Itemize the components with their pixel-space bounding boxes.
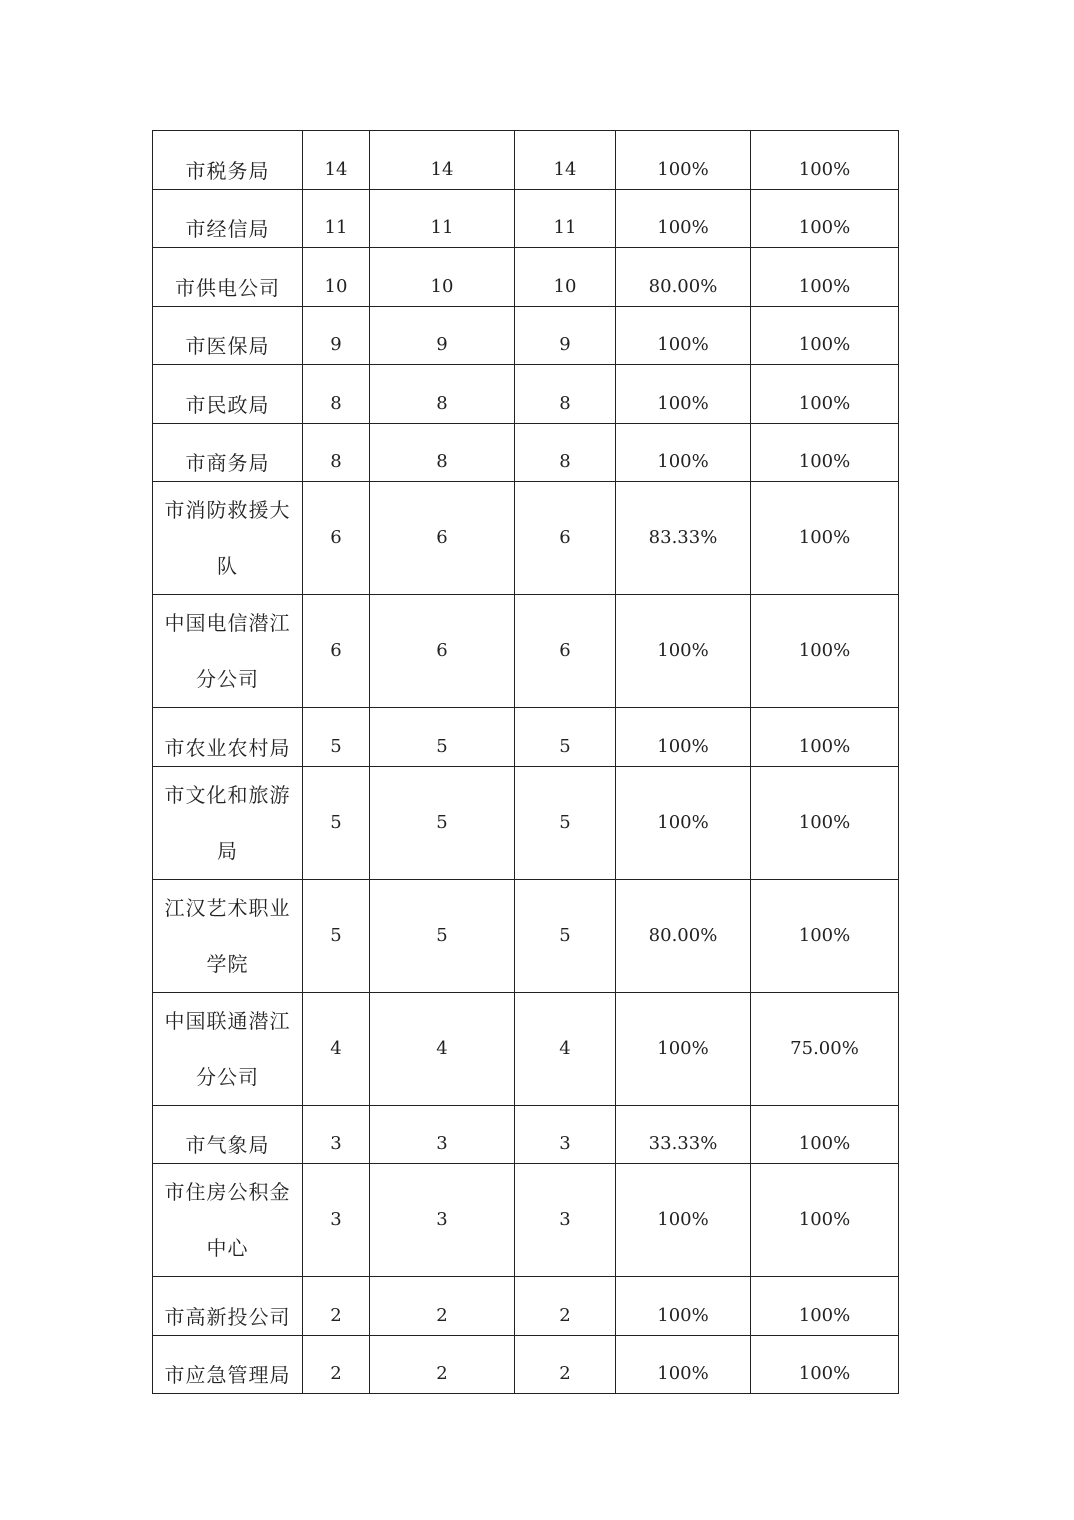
value-cell-col6: 100% bbox=[751, 1335, 899, 1394]
value-cell-col2: 14 bbox=[303, 131, 370, 190]
value-cell-col3: 6 bbox=[370, 482, 515, 595]
value-cell-col3: 5 bbox=[370, 766, 515, 879]
unit-name-cell bbox=[153, 1164, 303, 1277]
value-cell-col2: 5 bbox=[303, 879, 370, 992]
value-cell-col6: 100% bbox=[751, 131, 899, 190]
unit-name: 市供电公司 bbox=[175, 275, 280, 300]
unit-name: 市农业农村局 bbox=[164, 735, 291, 760]
value-cell-col5: 83.33% bbox=[616, 482, 751, 595]
value-cell-col3: 3 bbox=[370, 1105, 515, 1164]
table-row bbox=[153, 1164, 899, 1277]
table-row bbox=[153, 708, 899, 767]
value-cell-col6: 100% bbox=[751, 879, 899, 992]
unit-name-cell bbox=[153, 423, 303, 482]
value-cell-col6: 100% bbox=[751, 306, 899, 365]
statistics-table bbox=[152, 130, 899, 1394]
unit-name: 市经信局 bbox=[185, 217, 270, 241]
value-cell-col5: 80.00% bbox=[616, 248, 751, 307]
value-cell-col3: 8 bbox=[370, 423, 515, 482]
value-cell-col6: 75.00% bbox=[751, 992, 899, 1105]
unit-name-cell bbox=[153, 482, 303, 595]
value-cell-col2: 6 bbox=[303, 482, 370, 595]
value-cell-col4: 3 bbox=[515, 1164, 616, 1277]
table-row bbox=[153, 423, 899, 482]
unit-name: 中国联通潜江分公司 bbox=[164, 1008, 291, 1089]
value-cell-col5: 100% bbox=[616, 992, 751, 1105]
value-cell-col2: 2 bbox=[303, 1277, 370, 1336]
value-cell-col2: 8 bbox=[303, 423, 370, 482]
unit-name-cell bbox=[153, 131, 303, 190]
unit-name: 市民政局 bbox=[185, 392, 270, 417]
table-row bbox=[153, 189, 899, 248]
value-cell-col6: 100% bbox=[751, 189, 899, 248]
unit-name-cell bbox=[153, 879, 303, 992]
value-cell-col3: 10 bbox=[370, 248, 515, 307]
unit-name: 市住房公积金中心 bbox=[164, 1180, 291, 1260]
value-cell-col3: 6 bbox=[370, 595, 515, 708]
unit-name: 市税务局 bbox=[185, 158, 270, 183]
value-cell-col4: 2 bbox=[515, 1335, 616, 1394]
value-cell-col3: 4 bbox=[370, 992, 515, 1105]
value-cell-col4: 4 bbox=[515, 992, 616, 1105]
table-row bbox=[153, 1277, 899, 1336]
table-row bbox=[153, 1335, 899, 1394]
unit-name-cell bbox=[153, 708, 303, 767]
value-cell-col3: 3 bbox=[370, 1164, 515, 1277]
value-cell-col4: 6 bbox=[515, 482, 616, 595]
value-cell-col2: 5 bbox=[303, 766, 370, 879]
value-cell-col6: 100% bbox=[751, 1105, 899, 1164]
value-cell-col3: 8 bbox=[370, 365, 515, 424]
table-row bbox=[153, 482, 899, 595]
table-row bbox=[153, 1105, 899, 1164]
value-cell-col2: 9 bbox=[303, 306, 370, 365]
value-cell-col5: 100% bbox=[616, 189, 751, 248]
table-row bbox=[153, 879, 899, 992]
value-cell-col5: 100% bbox=[616, 1164, 751, 1277]
value-cell-col2: 4 bbox=[303, 992, 370, 1105]
value-cell-col5: 100% bbox=[616, 1277, 751, 1336]
value-cell-col5: 100% bbox=[616, 1335, 751, 1394]
unit-name: 江汉艺术职业学院 bbox=[164, 895, 291, 976]
value-cell-col6: 100% bbox=[751, 248, 899, 307]
value-cell-col2: 10 bbox=[303, 248, 370, 307]
unit-name-cell bbox=[153, 1335, 303, 1394]
value-cell-col5: 100% bbox=[616, 365, 751, 424]
value-cell-col5: 100% bbox=[616, 766, 751, 879]
value-cell-col2: 6 bbox=[303, 595, 370, 708]
unit-name: 市医保局 bbox=[185, 334, 270, 358]
value-cell-col3: 11 bbox=[370, 189, 515, 248]
table-body bbox=[153, 131, 899, 1394]
value-cell-col5: 100% bbox=[616, 708, 751, 767]
unit-name: 中国电信潜江分公司 bbox=[164, 611, 291, 691]
table-row bbox=[153, 306, 899, 365]
unit-name-cell bbox=[153, 1277, 303, 1336]
unit-name: 市应急管理局 bbox=[164, 1363, 291, 1387]
value-cell-col2: 2 bbox=[303, 1335, 370, 1394]
unit-name-cell bbox=[153, 992, 303, 1105]
unit-name: 市消防救援大队 bbox=[164, 498, 291, 578]
table-row bbox=[153, 365, 899, 424]
value-cell-col6: 100% bbox=[751, 423, 899, 482]
table-row bbox=[153, 248, 899, 307]
value-cell-col4: 8 bbox=[515, 423, 616, 482]
value-cell-col5: 100% bbox=[616, 131, 751, 190]
value-cell-col2: 11 bbox=[303, 189, 370, 248]
value-cell-col4: 5 bbox=[515, 879, 616, 992]
unit-name-cell bbox=[153, 248, 303, 307]
unit-name-cell bbox=[153, 365, 303, 424]
value-cell-col2: 3 bbox=[303, 1164, 370, 1277]
value-cell-col5: 100% bbox=[616, 595, 751, 708]
value-cell-col2: 3 bbox=[303, 1105, 370, 1164]
value-cell-col6: 100% bbox=[751, 365, 899, 424]
value-cell-col6: 100% bbox=[751, 1164, 899, 1277]
value-cell-col3: 5 bbox=[370, 879, 515, 992]
unit-name-cell bbox=[153, 306, 303, 365]
value-cell-col3: 9 bbox=[370, 306, 515, 365]
unit-name: 市商务局 bbox=[185, 451, 270, 475]
value-cell-col6: 100% bbox=[751, 595, 899, 708]
unit-name: 市文化和旅游局 bbox=[164, 782, 291, 863]
value-cell-col4: 6 bbox=[515, 595, 616, 708]
table-row bbox=[153, 131, 899, 190]
value-cell-col3: 14 bbox=[370, 131, 515, 190]
value-cell-col5: 80.00% bbox=[616, 879, 751, 992]
value-cell-col2: 5 bbox=[303, 708, 370, 767]
value-cell-col4: 2 bbox=[515, 1277, 616, 1336]
unit-name-cell bbox=[153, 189, 303, 248]
value-cell-col6: 100% bbox=[751, 708, 899, 767]
unit-name: 市气象局 bbox=[185, 1133, 270, 1157]
value-cell-col6: 100% bbox=[751, 766, 899, 879]
unit-name-cell bbox=[153, 1105, 303, 1164]
value-cell-col3: 5 bbox=[370, 708, 515, 767]
value-cell-col6: 100% bbox=[751, 482, 899, 595]
unit-name-cell bbox=[153, 595, 303, 708]
value-cell-col4: 9 bbox=[515, 306, 616, 365]
value-cell-col4: 10 bbox=[515, 248, 616, 307]
unit-name: 市高新投公司 bbox=[164, 1304, 291, 1329]
value-cell-col5: 100% bbox=[616, 423, 751, 482]
value-cell-col5: 33.33% bbox=[616, 1105, 751, 1164]
value-cell-col4: 5 bbox=[515, 708, 616, 767]
value-cell-col4: 14 bbox=[515, 131, 616, 190]
value-cell-col4: 8 bbox=[515, 365, 616, 424]
value-cell-col4: 5 bbox=[515, 766, 616, 879]
table-row bbox=[153, 595, 899, 708]
value-cell-col2: 8 bbox=[303, 365, 370, 424]
value-cell-col4: 11 bbox=[515, 189, 616, 248]
unit-name-cell bbox=[153, 766, 303, 879]
value-cell-col6: 100% bbox=[751, 1277, 899, 1336]
value-cell-col4: 3 bbox=[515, 1105, 616, 1164]
table-row bbox=[153, 992, 899, 1105]
value-cell-col3: 2 bbox=[370, 1277, 515, 1336]
table-row bbox=[153, 766, 899, 879]
value-cell-col3: 2 bbox=[370, 1335, 515, 1394]
value-cell-col5: 100% bbox=[616, 306, 751, 365]
